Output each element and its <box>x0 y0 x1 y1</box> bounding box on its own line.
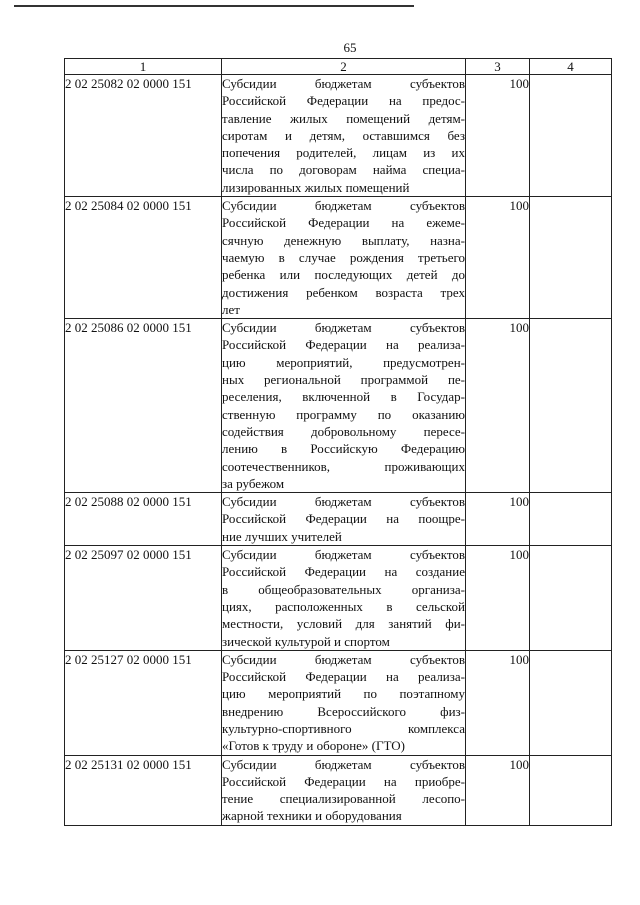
table-row <box>65 319 612 493</box>
description-line: сячную денежную выплату, назна- <box>222 232 465 248</box>
column-header: 3 <box>466 59 530 75</box>
header-row <box>65 59 612 75</box>
description-line: ребенка или последующих детей до <box>222 267 465 283</box>
description-line: внедрению Всероссийского физ- <box>222 703 465 719</box>
description-line: попечения родителей, лицам из их <box>222 145 465 161</box>
value-cell: 100 <box>466 75 530 197</box>
description-line: жарной техники и оборудования <box>222 808 402 824</box>
description-cell <box>222 493 466 546</box>
column-4-cell <box>530 546 612 651</box>
column-header: 4 <box>530 59 612 75</box>
description-line: цию мероприятий по поэтапному <box>222 686 465 702</box>
description-line: циях, расположенных в сельской <box>222 598 465 614</box>
table-row <box>65 493 612 546</box>
description-line: ных региональной программой пе- <box>222 372 465 388</box>
value-cell: 100 <box>466 319 530 493</box>
description-line: Российской Федерации на ежеме- <box>222 215 465 231</box>
top-rule <box>14 5 414 7</box>
description-line: Российской Федерации на реализа- <box>222 337 465 353</box>
column-4-cell <box>530 197 612 319</box>
column-4-cell <box>530 650 612 755</box>
value-cell: 100 <box>466 493 530 546</box>
table-row <box>65 197 612 319</box>
description-line: лизированных жилых помещений <box>222 179 410 195</box>
description-line: Субсидии бюджетам субъектов <box>222 756 465 772</box>
description-line: ние лучших учителей <box>222 528 342 544</box>
column-4-cell <box>530 755 612 825</box>
description-line: Российской Федерации на реализа- <box>222 669 465 685</box>
description-line: достижения ребенком возраста трех <box>222 284 465 300</box>
description-line: соотечественников, проживающих <box>222 458 465 474</box>
description-line: цию мероприятий, предусмотрен- <box>222 354 465 370</box>
description-line: Российской Федерации на приобре- <box>222 773 465 789</box>
description-line: Субсидии бюджетам субъектов <box>222 320 465 336</box>
budget-table <box>64 58 612 826</box>
description-cell <box>222 319 466 493</box>
column-4-cell <box>530 319 612 493</box>
description-line: Субсидии бюджетам субъектов <box>222 547 465 563</box>
description-cell <box>222 197 466 319</box>
value-cell: 100 <box>466 650 530 755</box>
description-cell <box>222 755 466 825</box>
description-line: лет <box>222 301 240 317</box>
description-line: Российской Федерации на создание <box>222 564 465 580</box>
description-line: Российской Федерации на предос- <box>222 93 465 109</box>
value-cell: 100 <box>466 755 530 825</box>
column-4-cell <box>530 75 612 197</box>
description-line: чаемую в случае рождения третьего <box>222 249 465 265</box>
description-line: Субсидии бюджетам субъектов <box>222 651 465 667</box>
description-line: сиротам и детям, оставшимся без <box>222 127 465 143</box>
description-line: в общеобразовательных организа- <box>222 581 465 597</box>
budget-code-cell: 2 02 25084 02 0000 151 <box>65 197 222 319</box>
description-line: культурно-спортивного комплекса <box>222 720 465 736</box>
description-line: за рубежом <box>222 475 285 491</box>
budget-code-cell: 2 02 25082 02 0000 151 <box>65 75 222 197</box>
description-line: зической культурой и спортом <box>222 633 390 649</box>
description-line: реселения, включенной в Государ- <box>222 389 465 405</box>
value-cell: 100 <box>466 546 530 651</box>
description-cell <box>222 546 466 651</box>
description-line: лению в Российскую Федерацию <box>222 441 465 457</box>
budget-code-cell: 2 02 25088 02 0000 151 <box>65 493 222 546</box>
description-cell <box>222 75 466 197</box>
description-line: Субсидии бюджетам субъектов <box>222 76 465 91</box>
budget-code-cell: 2 02 25097 02 0000 151 <box>65 546 222 651</box>
budget-code-cell: 2 02 25131 02 0000 151 <box>65 755 222 825</box>
budget-code-cell: 2 02 25127 02 0000 151 <box>65 650 222 755</box>
description-line: «Готов к труду и обороне» (ГТО) <box>222 738 406 754</box>
description-line: местности, условий для занятий фи- <box>222 616 465 632</box>
table-row <box>65 755 612 825</box>
page-number: 65 <box>343 40 357 55</box>
description-line: Субсидии бюджетам субъектов <box>222 494 465 510</box>
description-line: тение специализированной лесопо- <box>222 791 465 807</box>
description-line: Субсидии бюджетам субъектов <box>222 198 465 214</box>
description-cell <box>222 650 466 755</box>
description-line: тавление жилых помещений детям- <box>222 110 465 126</box>
budget-code-cell: 2 02 25086 02 0000 151 <box>65 319 222 493</box>
table-row <box>65 546 612 651</box>
description-line: числа по договорам найма специа- <box>222 162 465 178</box>
description-line: содействия добровольному пересе- <box>222 423 465 439</box>
table-row <box>65 75 612 197</box>
table-row <box>65 650 612 755</box>
column-header: 2 <box>222 59 466 75</box>
column-header: 1 <box>65 59 222 75</box>
column-4-cell <box>530 493 612 546</box>
value-cell: 100 <box>466 197 530 319</box>
table-body <box>65 75 612 826</box>
description-line: ственную программу по оказанию <box>222 406 465 422</box>
description-line: Российской Федерации на поощре- <box>222 511 465 527</box>
